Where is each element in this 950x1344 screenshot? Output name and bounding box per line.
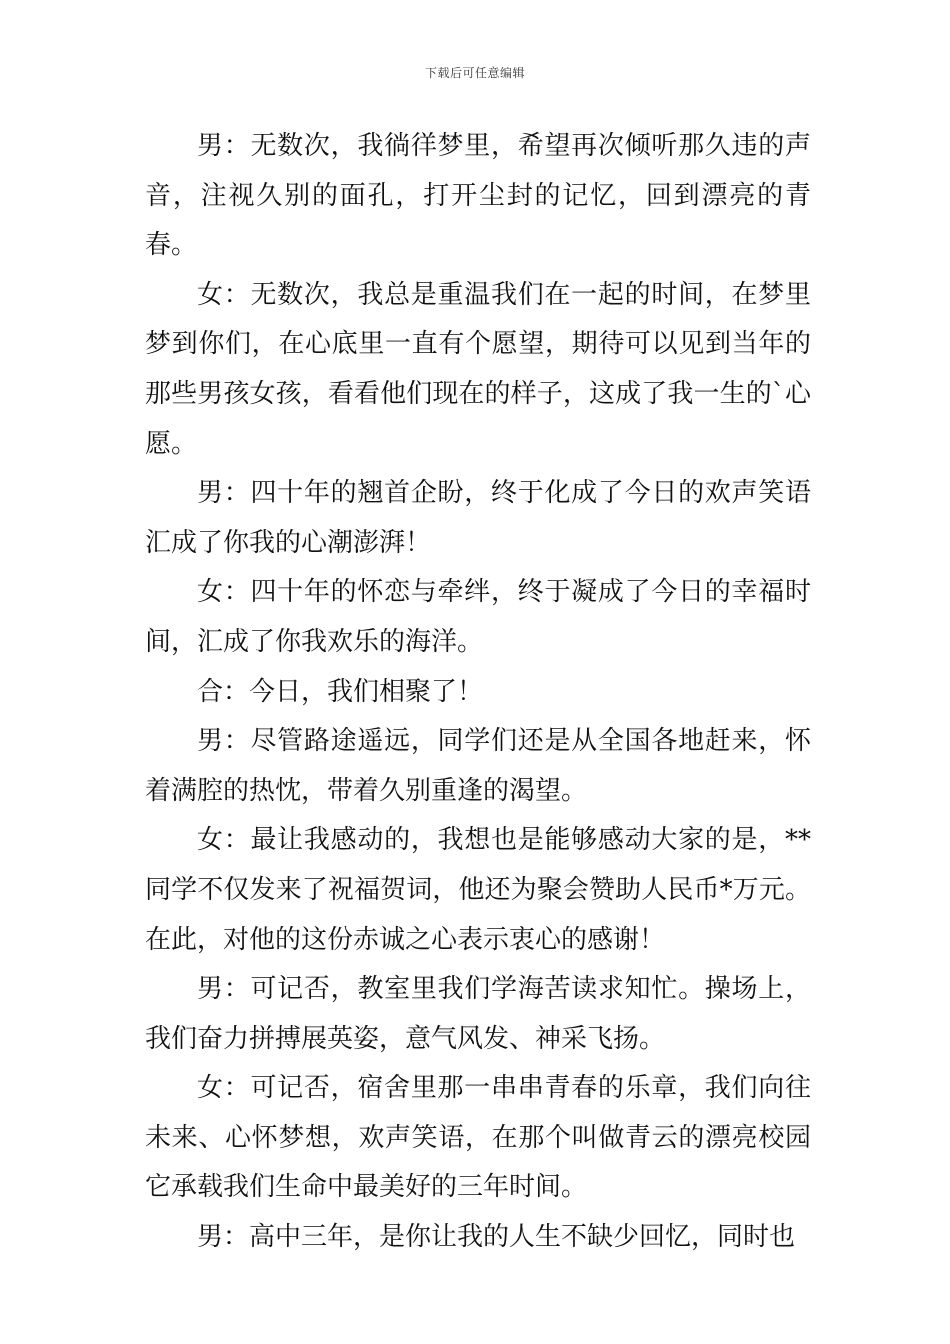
paragraph-4: 女：四十年的怀恋与牵绊，终于凝成了今日的幸福时间，汇成了你我欢乐的海洋。 bbox=[145, 577, 811, 657]
paragraph-3: 男：四十年的翘首企盼，终于化成了今日的欢声笑语汇成了你我的心潮澎湃！ bbox=[145, 478, 811, 558]
paragraph-1: 男：无数次，我徜徉梦里，希望再次倾听那久违的声音，注视久别的面孔，打开尘封的记忆，回到漂亮的青春。 bbox=[145, 131, 811, 261]
paragraph-9: 女：可记否，宿舍里那一串串青春的乐章，我们向往未来、心怀梦想，欢声笑语，在那个叫做青云的漂亮校园它承载我们生命中最美好的三年时间。 bbox=[145, 1073, 811, 1203]
paragraph-7: 女：最让我感动的，我想也是能够感动大家的是，**同学不仅发来了祝福贺词，他还为聚会赞助人民币*万元。在此，对他的这份赤诚之心表示衷心的感谢！ bbox=[145, 825, 811, 955]
document-body bbox=[145, 122, 811, 1263]
paragraph-10: 男：高中三年，是你让我的人生不缺少回忆，同时也 bbox=[197, 1222, 796, 1253]
page-header: 下载后可任意编辑 bbox=[424, 66, 525, 80]
paragraph-2: 女：无数次，我总是重温我们在一起的时间，在梦里梦到你们，在心底里一直有个愿望，期待可以见到当年的那些男孩女孩，看看他们现在的样子，这成了我一生的`心愿。 bbox=[145, 279, 811, 459]
paragraph-6: 男：尽管路途遥远，同学们还是从全国各地赶来，怀着满腔的热忱，带着久别重逢的渴望。 bbox=[145, 726, 811, 806]
paragraph-5: 合：今日，我们相聚了！ bbox=[197, 676, 484, 707]
paragraph-8: 男：可记否，教室里我们学海苦读求知忙。操场上，我们奋力拼搏展英姿，意气风发、神采飞扬。 bbox=[145, 974, 811, 1054]
